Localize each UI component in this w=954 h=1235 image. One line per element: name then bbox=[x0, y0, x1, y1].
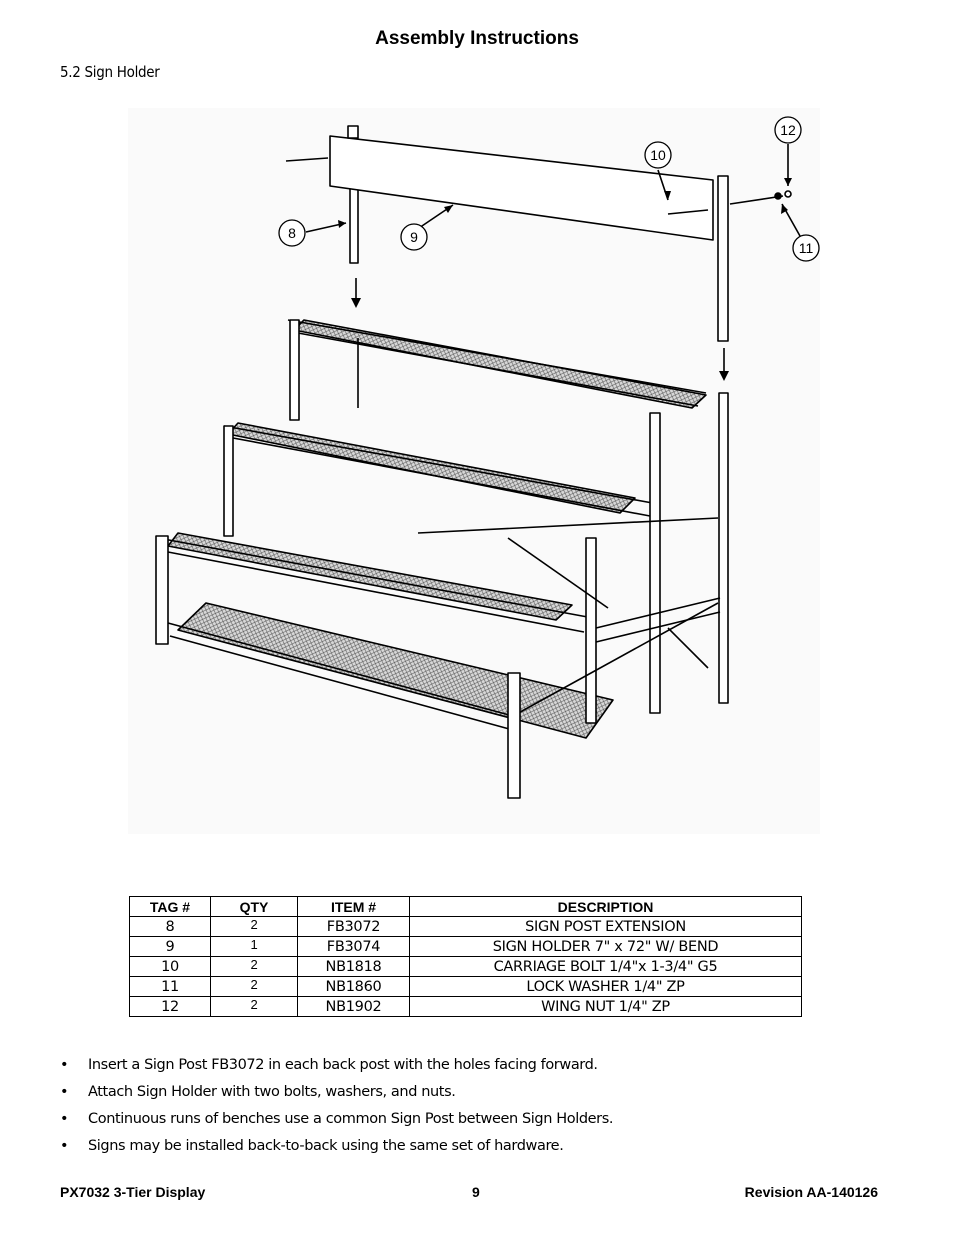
instruction-text: Insert a Sign Post FB3072 in each back post with the holes facing forward. bbox=[88, 1057, 598, 1073]
table-header-row bbox=[130, 897, 802, 917]
table-row bbox=[130, 917, 802, 937]
table-row bbox=[130, 977, 802, 997]
instruction-text: Continuous runs of benches use a common Sign Post between Sign Holders. bbox=[88, 1111, 614, 1127]
qty-cell: 2 bbox=[211, 997, 298, 1017]
list-item bbox=[58, 1055, 613, 1082]
instruction-text: Signs may be installed back-to-back using the same set of hardware. bbox=[88, 1138, 564, 1154]
item-cell: FB3074 bbox=[298, 937, 410, 957]
item-cell: NB1902 bbox=[298, 997, 410, 1017]
list-item bbox=[58, 1136, 613, 1163]
tag-cell: 10 bbox=[130, 957, 211, 977]
callout-11-label: 11 bbox=[798, 240, 814, 256]
description-cell: SIGN HOLDER 7" x 72" W/ BEND bbox=[410, 937, 802, 957]
bottom-shelf-deck bbox=[178, 603, 613, 738]
item-cell: NB1860 bbox=[298, 977, 410, 997]
top-shelf-deck bbox=[294, 320, 706, 408]
parts-table bbox=[129, 896, 802, 1017]
assembly-diagram bbox=[128, 108, 820, 834]
table-row bbox=[130, 937, 802, 957]
header-item: ITEM # bbox=[298, 897, 410, 917]
qty-cell: 1 bbox=[211, 937, 298, 957]
description-cell: LOCK WASHER 1/4" ZP bbox=[410, 977, 802, 997]
description-cell: SIGN POST EXTENSION bbox=[410, 917, 802, 937]
item-cell: FB3072 bbox=[298, 917, 410, 937]
callout-10-label: 10 bbox=[650, 147, 666, 163]
tag-cell: 9 bbox=[130, 937, 211, 957]
table-row bbox=[130, 957, 802, 977]
description-cell: CARRIAGE BOLT 1/4"x 1-3/4" G5 bbox=[410, 957, 802, 977]
qty-cell: 2 bbox=[211, 977, 298, 997]
bullet-icon: • bbox=[60, 1057, 69, 1073]
qty-cell: 2 bbox=[211, 957, 298, 977]
qty-cell: 2 bbox=[211, 917, 298, 937]
tag-cell: 8 bbox=[130, 917, 211, 937]
bullet-icon: • bbox=[60, 1111, 69, 1127]
section-heading: 5.2 Sign Holder bbox=[60, 63, 160, 81]
description-cell: WING NUT 1/4" ZP bbox=[410, 997, 802, 1017]
bullet-icon: • bbox=[60, 1138, 69, 1154]
list-item bbox=[58, 1082, 613, 1109]
header-description: DESCRIPTION bbox=[410, 897, 802, 917]
item-cell: NB1818 bbox=[298, 957, 410, 977]
header-tag: TAG # bbox=[130, 897, 211, 917]
tag-cell: 11 bbox=[130, 977, 211, 997]
tag-cell: 12 bbox=[130, 997, 211, 1017]
instruction-text: Attach Sign Holder with two bolts, washers, and nuts. bbox=[88, 1084, 456, 1100]
callout-9-label: 9 bbox=[410, 229, 418, 245]
callout-12-label: 12 bbox=[780, 122, 796, 138]
footer-page-number: 9 bbox=[472, 1184, 480, 1200]
left-sign-post bbox=[350, 183, 358, 263]
footer-product-name: PX7032 3-Tier Display bbox=[60, 1184, 206, 1200]
right-sign-post bbox=[718, 176, 728, 341]
table-row bbox=[130, 997, 802, 1017]
instruction-list bbox=[58, 1055, 613, 1163]
list-item bbox=[58, 1109, 613, 1136]
callout-8-label: 8 bbox=[288, 225, 296, 241]
page-title: Assembly Instructions bbox=[375, 28, 579, 49]
bullet-icon: • bbox=[60, 1084, 69, 1100]
second-shelf-deck bbox=[228, 423, 635, 513]
header-qty: QTY bbox=[211, 897, 298, 917]
footer-revision: Revision AA-140126 bbox=[744, 1184, 878, 1200]
